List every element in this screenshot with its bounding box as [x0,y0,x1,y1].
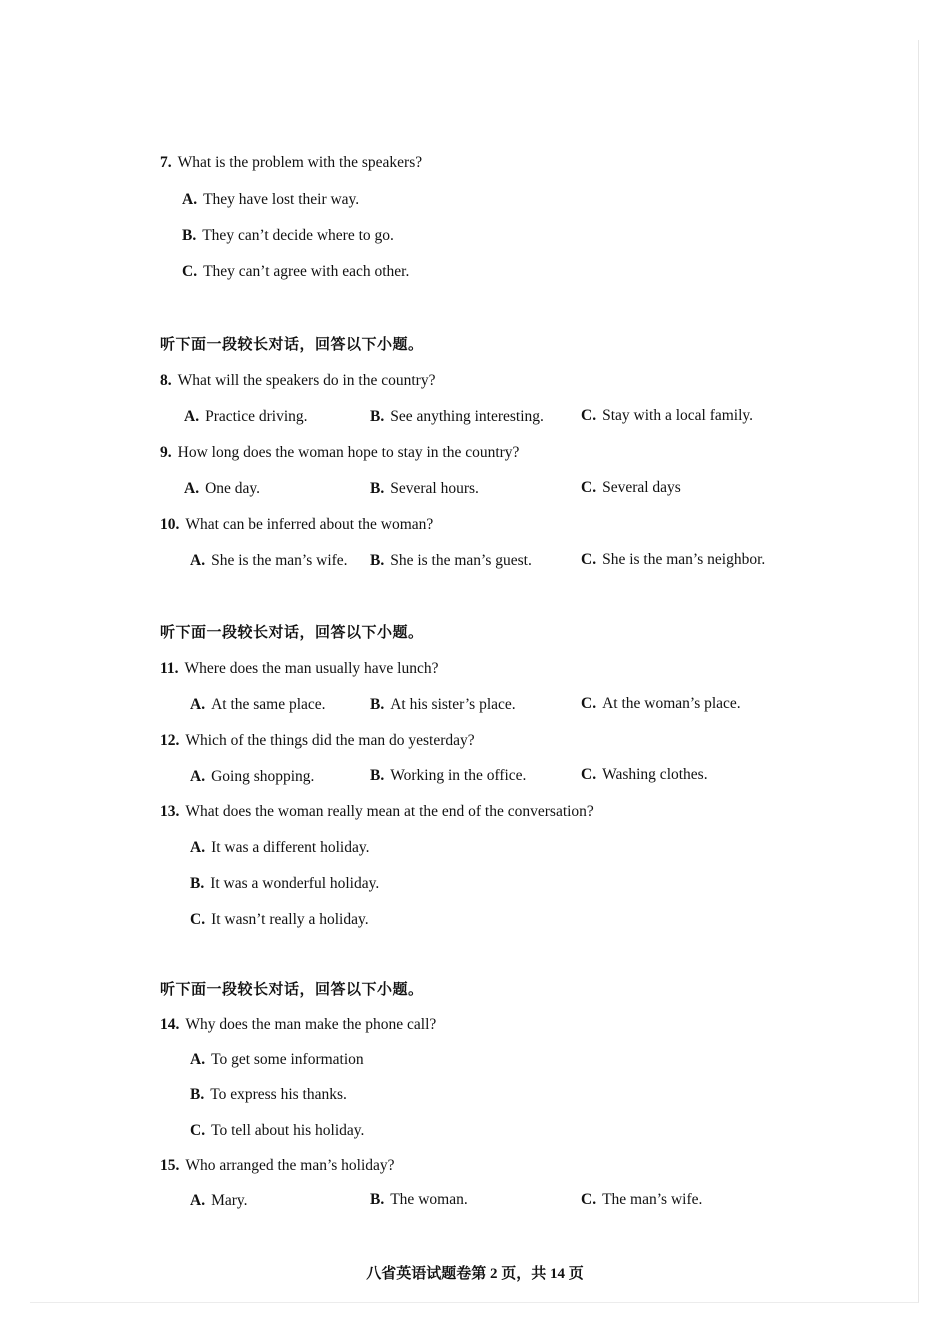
question-number: 7. [160,154,172,171]
question-text: What is the problem with the speakers? [177,154,423,171]
option-12-a: A. Going shopping. [190,768,315,785]
option-13-c: C. It wasn’t really a holiday. [190,911,369,928]
question-8: 8. What will the speakers do in the country? [160,372,436,389]
question-14: 14. Why does the man make the phone call? [160,1016,437,1033]
question-13: 13. What does the woman really mean at the end of the conversation? [160,803,594,820]
option-15-b: B. The woman. [370,1191,468,1208]
section-header: 听下面一段较长对话，回答以下小题。 [160,982,424,998]
question-15: 15. Who arranged the man’s holiday? [160,1157,395,1174]
option-11-a: A. At the same place. [190,696,326,713]
option-9-a: A. One day. [184,480,261,497]
option-9-c: C. Several days [581,479,681,496]
option-13-a: A. It was a different holiday. [190,839,370,856]
question-12: 12. Which of the things did the man do yesterday? [160,732,475,749]
question-10: 10. What can be inferred about the woman? [160,516,434,533]
option-10-c: C. She is the man’s neighbor. [581,551,766,568]
option-11-b: B. At his sister’s place. [370,696,516,713]
section-header: 听下面一段较长对话，回答以下小题。 [160,337,424,353]
option-14-b: B. To express his thanks. [190,1086,347,1103]
option-12-b: B. Working in the office. [370,767,527,784]
option-7-a: A. They have lost their way. [182,191,360,208]
option-10-b: B. She is the man’s guest. [370,552,532,569]
option-15-a: A. Mary. [190,1192,248,1209]
option-10-a: A. She is the man’s wife. [190,552,348,569]
option-8-b: B. See anything interesting. [370,408,544,425]
option-11-c: C. At the woman’s place. [581,695,741,712]
option-7-b: B. They can’t decide where to go. [182,227,394,244]
option-8-a: A. Practice driving. [184,408,308,425]
option-15-c: C. The man’s wife. [581,1191,703,1208]
option-14-c: C. To tell about his holiday. [190,1122,365,1139]
question-7 [160,153,422,173]
option-9-b: B. Several hours. [370,480,479,497]
option-14-a: A. To get some information [190,1051,364,1068]
option-8-c: C. Stay with a local family. [581,407,754,424]
section-header: 听下面一段较长对话，回答以下小题。 [160,625,424,641]
page-footer: 八省英语试题卷第 2 页，共 14 页 [366,1266,584,1282]
option-7-c: C. They can’t agree with each other. [182,263,410,280]
question-9: 9. How long does the woman hope to stay in the country? [160,444,520,461]
option-13-b: B. It was a wonderful holiday. [190,875,380,892]
question-11: 11. Where does the man usually have lunch? [160,660,439,677]
option-12-c: C. Washing clothes. [581,766,708,783]
